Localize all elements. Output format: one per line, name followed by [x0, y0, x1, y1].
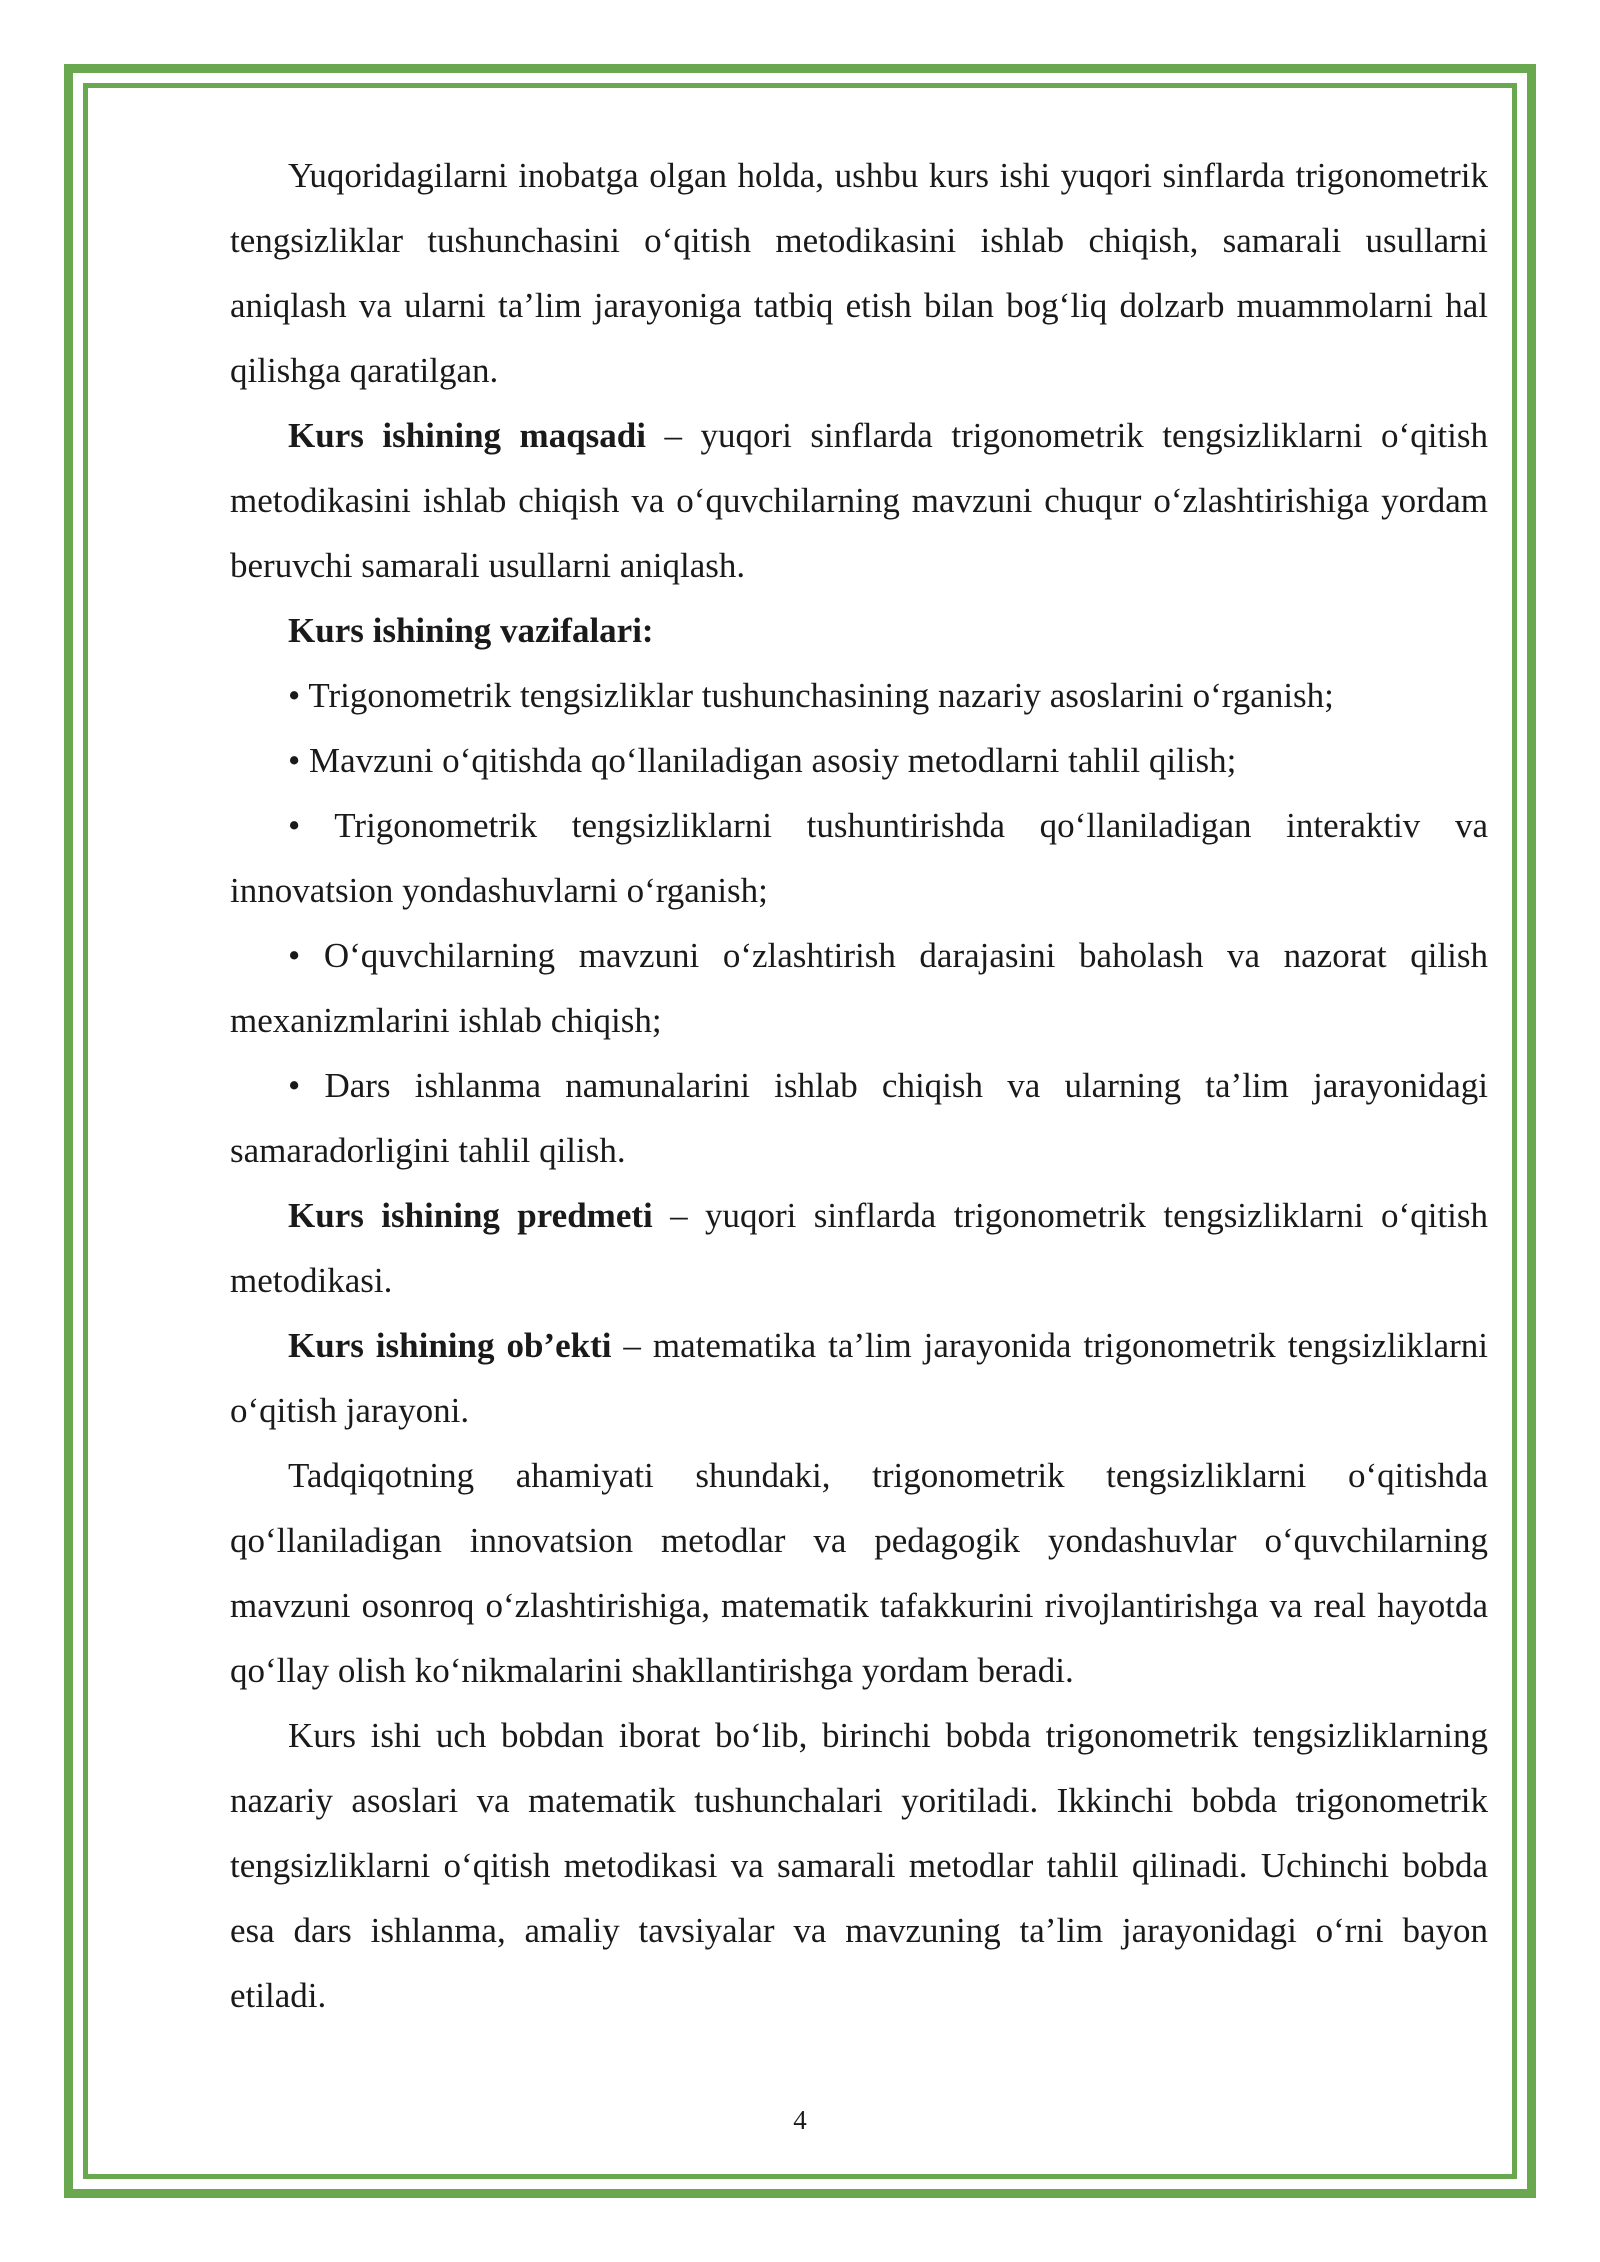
- paragraph-tasks-heading: [230, 598, 1488, 663]
- paragraph-goal: [230, 403, 1488, 598]
- paragraph-heading: Kurs ishining vazifalari:: [288, 611, 654, 650]
- paragraph-heading: Kurs ishining predmeti: [288, 1196, 653, 1235]
- paragraph-heading: Kurs ishining maqsadi: [288, 416, 646, 455]
- list-item-text: • Trigonometrik tengsizliklarni tushuntirishda qo‘llaniladigan interaktiv va innovatsion yondashuvlarni o‘rganish;: [230, 806, 1488, 910]
- paragraph-text: – yuqori sinflarda trigonometrik tengsizliklarni o‘qitish metodikasi.: [230, 1196, 1488, 1300]
- task-list-item: [230, 728, 1488, 793]
- task-list-item: [230, 663, 1488, 728]
- paragraph-text: Tadqiqotning ahamiyati shundaki, trigonometrik tengsizliklarni o‘qitishda qo‘llaniladigan innovatsion metodlar va pedagogik yondashuvlar o‘quvchilarning mavzuni osonroq o‘zlashtirishiga, matematik tafakkurini rivojlantirishga va real hayotda qo‘llay olish ko‘nikmalarini shakllantirishga yordam beradi.: [230, 1456, 1488, 1690]
- paragraph-text: Kurs ishi uch bobdan iborat bo‘lib, birinchi bobda trigonometrik tengsizliklarning nazariy asoslari va matematik tushunchalari yoritiladi. Ikkinchi bobda trigonometrik tengsizliklarni o‘qitish metodikasi va samarali metodlar tahlil qilinadi. Uchinchi bobda esa dars ishlanma, amaliy tavsiyalar va mavzuning ta’lim jarayonidagi o‘rni bayon etiladi.: [230, 1716, 1488, 2015]
- document-body: [230, 143, 1488, 2028]
- paragraph-object: [230, 1313, 1488, 1443]
- page-number: 4: [793, 2105, 807, 2135]
- paragraph-intro: [230, 143, 1488, 403]
- paragraph-structure: [230, 1703, 1488, 2028]
- paragraph-subject: [230, 1183, 1488, 1313]
- task-list-item: [230, 1053, 1488, 1183]
- paragraph-text: Yuqoridagilarni inobatga olgan holda, ushbu kurs ishi yuqori sinflarda trigonometrik tengsizliklar tushunchasini o‘qitish metodikasini ishlab chiqish, samarali usullarni aniqlash va ularni ta’lim jarayoniga tatbiq etish bilan bog‘liq dolzarb muammolarni hal qilishga qaratilgan.: [230, 156, 1488, 390]
- task-list-item: [230, 793, 1488, 923]
- paragraph-significance: [230, 1443, 1488, 1703]
- task-list-item: [230, 923, 1488, 1053]
- list-item-text: • Mavzuni o‘qitishda qo‘llaniladigan asosiy metodlarni tahlil qilish;: [288, 741, 1237, 780]
- list-item-text: • O‘quvchilarning mavzuni o‘zlashtirish darajasini baholash va nazorat qilish mexanizmlarini ishlab chiqish;: [230, 936, 1488, 1040]
- paragraph-text: – yuqori sinflarda trigonometrik tengsizliklarni o‘qitish metodikasini ishlab chiqish va o‘quvchilarning mavzuni chuqur o‘zlashtirishiga yordam beruvchi samarali usullarni aniqlash.: [230, 416, 1488, 585]
- list-item-text: • Dars ishlanma namunalarini ishlab chiqish va ularning ta’lim jarayonidagi samaradorligini tahlil qilish.: [230, 1066, 1488, 1170]
- paragraph-heading: Kurs ishining ob’ekti: [288, 1326, 612, 1365]
- paragraph-text: – matematika ta’lim jarayonida trigonometrik tengsizliklarni o‘qitish jarayoni.: [230, 1326, 1488, 1430]
- list-item-text: • Trigonometrik tengsizliklar tushunchasining nazariy asoslarini o‘rganish;: [288, 676, 1334, 715]
